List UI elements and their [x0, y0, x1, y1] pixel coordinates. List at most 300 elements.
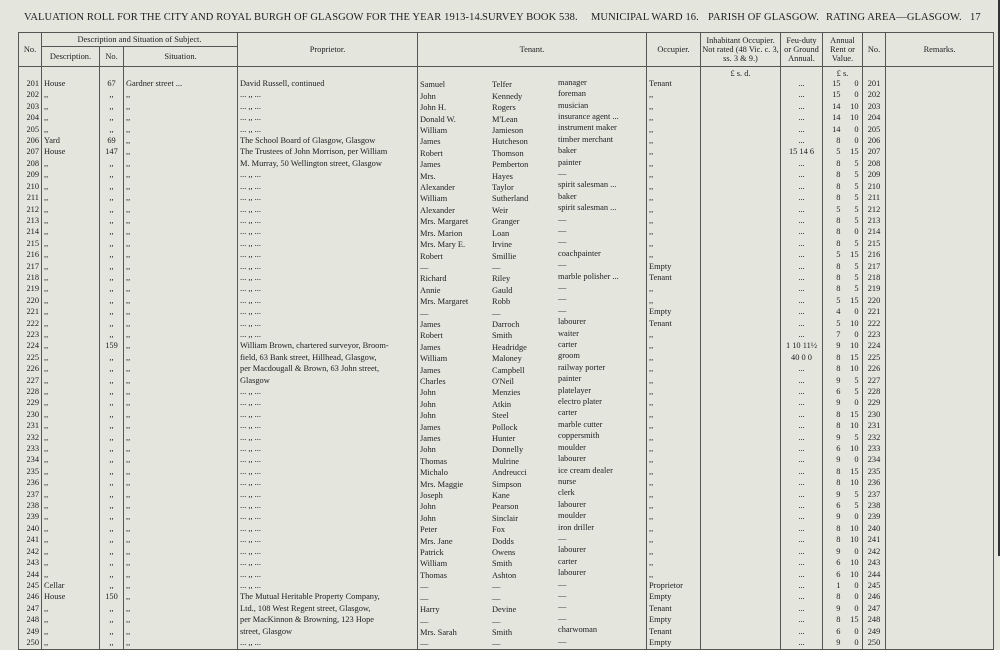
table-row	[19, 638, 994, 650]
tenant-surname: Thomson	[492, 148, 524, 158]
tenant-surname: Ashton	[492, 570, 517, 580]
street-number: ,,	[109, 512, 114, 522]
entry-number-right: 218	[867, 272, 881, 282]
occupier: ,,	[649, 501, 654, 511]
feu-duty: ...	[798, 478, 805, 488]
entry-number: 240	[26, 523, 39, 533]
entry-number-right: 235	[867, 466, 881, 476]
tenant-first-name: James	[420, 434, 441, 443]
entry-number: 244	[26, 569, 39, 579]
proprietor: ... ,, ...	[240, 124, 261, 134]
rent-pounds: 5	[836, 147, 841, 157]
col-occupier: Occupier.	[647, 33, 701, 67]
entry-number-right: 207	[867, 147, 881, 157]
rent-shillings: 10	[850, 318, 859, 328]
tenant-occupation: waiter	[558, 329, 579, 338]
tenant-surname: Sutherland	[492, 194, 529, 204]
table-row	[19, 341, 994, 352]
tenant-first-name: James	[420, 342, 441, 352]
tenant-first-name: Patrick	[420, 548, 444, 558]
subject-description: ,,	[44, 193, 49, 203]
proprietor: David Russell, continued	[240, 79, 325, 89]
proprietor: ... ,, ...	[240, 227, 261, 237]
subject-description: ,,	[44, 181, 49, 191]
roll-title: VALUATION ROLL FOR THE CITY AND ROYAL BURGH OF GLASGOW FOR THE YEAR 1913-14.	[24, 12, 483, 23]
rent-shillings: 5	[854, 170, 859, 180]
table-row	[19, 352, 994, 363]
situation: ,,	[126, 387, 131, 397]
occupier: Empty	[649, 592, 672, 602]
proprietor: ... ,, ...	[240, 284, 261, 294]
subject-description: ,,	[44, 329, 49, 339]
tenant-first-name: Mrs. Maggie	[420, 479, 464, 489]
rent-shillings: 10	[850, 558, 859, 568]
tenant-occupation: foreman	[558, 90, 586, 99]
tenant-surname: M'Lean	[492, 114, 518, 124]
rent-pounds: 4	[836, 307, 841, 317]
proprietor: ... ,, ...	[240, 250, 261, 260]
entry-number-right: 237	[867, 489, 881, 499]
proprietor: ... ,, ...	[240, 387, 261, 397]
tenant-surname: Loan	[492, 228, 510, 238]
subject-description: ,,	[44, 90, 49, 100]
entry-number: 242	[26, 546, 39, 556]
occupier: ,,	[649, 101, 654, 111]
rent-shillings: 0	[854, 626, 859, 636]
rent-shillings: 15	[850, 250, 859, 260]
tenant-first-name: Charles	[420, 376, 446, 386]
table-row	[19, 159, 994, 170]
entry-number-right: 229	[867, 398, 881, 408]
street-number: ,,	[109, 295, 114, 305]
tenant-occupation: labourer	[558, 546, 586, 555]
street-number: ,,	[109, 158, 114, 168]
street-number: ,,	[109, 569, 114, 579]
feu-duty: ...	[798, 603, 805, 613]
street-number: ,,	[109, 580, 114, 590]
tenant-occupation: —	[558, 614, 567, 623]
rent-shillings: 0	[854, 90, 859, 100]
feu-duty: ...	[798, 592, 805, 602]
tenant-first-name: Samuel	[420, 80, 446, 90]
entry-number-right: 225	[867, 352, 881, 362]
entry-number: 248	[26, 615, 39, 625]
entry-number: 202	[26, 90, 39, 100]
currency-row	[19, 67, 994, 79]
table-row	[19, 364, 994, 375]
subject-description: ,,	[44, 318, 49, 328]
proprietor: ... ,, ...	[240, 113, 261, 123]
rent-shillings: 0	[854, 398, 859, 408]
tenant-occupation: —	[558, 284, 567, 293]
occupier: ,,	[649, 546, 654, 556]
occupier: ,,	[649, 181, 654, 191]
rent-pounds: 8	[836, 261, 841, 271]
feu-currency: £ s. d.	[701, 67, 781, 79]
entry-number-right: 206	[867, 136, 881, 146]
entry-number: 220	[26, 295, 39, 305]
tenant-first-name: John	[420, 513, 436, 523]
entry-number: 201	[26, 79, 39, 89]
situation: ,,	[126, 204, 131, 214]
tenant-surname: Kennedy	[492, 91, 523, 101]
rent-pounds: 5	[836, 204, 841, 214]
tenant-occupation: marble cutter	[558, 420, 603, 429]
feu-duty: ...	[798, 387, 805, 397]
tenant-first-name: Mrs. Margaret	[420, 297, 469, 307]
feu-duty: ...	[798, 364, 805, 374]
proprietor: per Macdougall & Brown, 63 John street,	[240, 364, 380, 374]
rent-shillings: 5	[854, 158, 859, 168]
occupier: Tenant	[649, 79, 672, 89]
occupier: Tenant	[649, 272, 672, 282]
proprietor: ... ,, ...	[240, 90, 261, 100]
rent-pounds: 8	[836, 284, 841, 294]
entry-number-right: 233	[867, 444, 881, 454]
tenant-occupation: labourer	[558, 569, 586, 578]
rent-shillings: 0	[854, 455, 859, 465]
rent-pounds: 8	[836, 352, 841, 362]
tenant-surname: Menzies	[492, 388, 521, 398]
entry-number-right: 224	[867, 341, 881, 351]
table-row	[19, 432, 994, 443]
tenant-occupation: clerk	[558, 489, 575, 498]
table-row	[19, 626, 994, 637]
rent-shillings: 0	[854, 546, 859, 556]
rent-shillings: 0	[854, 124, 859, 134]
col-annual-rent: Annual Rent or Value.	[823, 33, 863, 67]
subject-description: ,,	[44, 546, 49, 556]
tenant-first-name: Mrs. Marion	[420, 228, 463, 238]
proprietor: ... ,, ...	[240, 478, 261, 488]
rent-shillings: 5	[854, 181, 859, 191]
rent-pounds: 9	[836, 455, 841, 465]
tenant-surname: Sinclair	[492, 513, 519, 523]
tenant-surname: Dodds	[492, 536, 514, 546]
feu-duty: ...	[798, 398, 805, 408]
table-row	[19, 170, 994, 181]
occupier: Empty	[649, 615, 672, 625]
rent-shillings: 10	[850, 523, 859, 533]
table-row	[19, 284, 994, 295]
situation: ,,	[126, 318, 131, 328]
valuation-table	[18, 32, 994, 650]
table-row	[19, 398, 994, 409]
tenant-first-name: Mrs.	[420, 171, 436, 181]
proprietor: Glasgow	[240, 375, 270, 385]
entry-number: 241	[26, 535, 39, 545]
table-row	[19, 409, 994, 420]
tenant-occupation: painter	[558, 375, 582, 384]
proprietor: ... ,, ...	[240, 272, 261, 282]
entry-number: 214	[26, 227, 39, 237]
street-number: ,,	[109, 558, 114, 568]
street-number: ,,	[109, 455, 114, 465]
occupier: ,,	[649, 124, 654, 134]
proprietor: ... ,, ...	[240, 215, 261, 225]
table-row	[19, 295, 994, 306]
table-row	[19, 535, 994, 546]
tenant-first-name: Mrs. Mary E.	[420, 240, 466, 250]
street-number: ,,	[109, 409, 114, 419]
rent-shillings: 10	[850, 421, 859, 431]
tenant-first-name: William	[420, 194, 448, 204]
rent-pounds: 6	[836, 444, 841, 454]
entry-number-right: 239	[867, 512, 881, 522]
tenant-first-name: —	[420, 593, 429, 603]
entry-number: 224	[26, 341, 39, 351]
entry-number: 239	[26, 512, 39, 522]
street-number: ,,	[109, 113, 114, 123]
entry-number: 217	[26, 261, 39, 271]
subject-description: Cellar	[44, 580, 65, 590]
situation: ,,	[126, 352, 131, 362]
occupier: Tenant	[649, 626, 672, 636]
subject-description: House	[44, 592, 66, 602]
tenant-surname: Smith	[492, 331, 513, 341]
rent-shillings: 5	[854, 215, 859, 225]
tenant-occupation: painter	[558, 158, 582, 167]
table-row	[19, 318, 994, 329]
occupier: ,,	[649, 284, 654, 294]
proprietor: ... ,, ...	[240, 523, 261, 533]
situation: ,,	[126, 101, 131, 111]
entry-number-right: 236	[867, 478, 881, 488]
situation: ,,	[126, 124, 131, 134]
tenant-occupation: —	[558, 603, 567, 612]
rent-pounds: 8	[836, 136, 841, 146]
rent-shillings: 15	[850, 295, 859, 305]
subject-description: ,,	[44, 409, 49, 419]
subject-description: ,,	[44, 101, 49, 111]
tenant-surname: Campbell	[492, 365, 525, 375]
occupier: ,,	[649, 295, 654, 305]
tenant-first-name: Robert	[420, 251, 443, 261]
occupier: ,,	[649, 341, 654, 351]
street-number: ,,	[109, 626, 114, 636]
tenant-occupation: coachpainter	[558, 249, 601, 258]
entry-number-right: 204	[867, 113, 881, 123]
rent-pounds: 7	[836, 329, 841, 339]
rent-shillings: 0	[854, 512, 859, 522]
entry-number: 219	[26, 284, 39, 294]
tenant-occupation: groom	[558, 352, 580, 361]
entry-number: 232	[26, 432, 39, 442]
tenant-surname: Rogers	[492, 103, 516, 113]
tenant-occupation: —	[558, 226, 567, 235]
rent-pounds: 8	[836, 227, 841, 237]
street-number: ,,	[109, 215, 114, 225]
tenant-surname: Taylor	[492, 183, 514, 193]
entry-number: 223	[26, 329, 39, 339]
proprietor: M. Murray, 50 Wellington street, Glasgow	[240, 158, 382, 168]
entry-number: 215	[26, 238, 39, 248]
feu-duty: ...	[798, 432, 805, 442]
rent-shillings: 10	[850, 364, 859, 374]
occupier: ,,	[649, 227, 654, 237]
entry-number: 230	[26, 409, 39, 419]
tenant-occupation: timber merchant	[558, 135, 614, 144]
rent-shillings: 5	[854, 284, 859, 294]
street-number: ,,	[109, 615, 114, 625]
feu-duty: ...	[798, 307, 805, 317]
occupier: Empty	[649, 261, 672, 271]
rent-shillings: 0	[854, 307, 859, 317]
rent-pounds: 8	[836, 364, 841, 374]
table-row	[19, 489, 994, 500]
col-description-group: Description and Situation of Subject.	[42, 33, 238, 47]
tenant-occupation: iron driller	[558, 523, 595, 532]
occupier: ,,	[649, 147, 654, 157]
feu-duty: ...	[798, 512, 805, 522]
subject-description: ,,	[44, 444, 49, 454]
entry-number: 209	[26, 170, 39, 180]
proprietor: ... ,, ...	[240, 204, 261, 214]
rent-shillings: 15	[850, 352, 859, 362]
tenant-first-name: —	[420, 639, 429, 649]
situation: ,,	[126, 193, 131, 203]
annual-currency: £ s.	[823, 67, 863, 79]
rent-shillings: 15	[850, 615, 859, 625]
rent-pounds: 6	[836, 626, 841, 636]
entry-number: 216	[26, 250, 39, 260]
entry-number-right: 219	[867, 284, 881, 294]
tenant-occupation: instrument maker	[558, 124, 617, 133]
occupier: ,,	[649, 250, 654, 260]
street-number: ,,	[109, 421, 114, 431]
entry-number: 245	[26, 580, 39, 590]
rent-shillings: 0	[854, 592, 859, 602]
entry-number: 235	[26, 466, 39, 476]
feu-duty: ...	[798, 238, 805, 248]
situation: ,,	[126, 478, 131, 488]
street-number: ,,	[109, 432, 114, 442]
situation: ,,	[126, 181, 131, 191]
proprietor: ... ,, ...	[240, 238, 261, 248]
entry-number-right: 241	[867, 535, 881, 545]
subject-description: ,,	[44, 238, 49, 248]
subject-description: House	[44, 147, 66, 157]
tenant-occupation: baker	[558, 147, 577, 156]
occupier: ,,	[649, 204, 654, 214]
tenant-first-name: Richard	[420, 274, 447, 284]
table-row	[19, 147, 994, 158]
tenant-surname: Weir	[492, 205, 509, 215]
tenant-first-name: Michalo	[420, 468, 448, 478]
feu-duty: ...	[798, 250, 805, 260]
tenant-occupation: labourer	[558, 455, 586, 464]
table-row	[19, 273, 994, 284]
subject-description: ,,	[44, 523, 49, 533]
occupier: ,,	[649, 364, 654, 374]
rent-pounds: 9	[836, 603, 841, 613]
feu-duty: ...	[798, 569, 805, 579]
situation: ,,	[126, 603, 131, 613]
rent-shillings: 10	[850, 444, 859, 454]
tenant-occupation: railway porter	[558, 363, 606, 372]
subject-description: ,,	[44, 307, 49, 317]
tenant-occupation: —	[558, 591, 567, 600]
situation: ,,	[126, 147, 131, 157]
tenant-first-name: James	[420, 137, 441, 147]
tenant-occupation: —	[558, 238, 567, 247]
proprietor: ... ,, ...	[240, 181, 261, 191]
proprietor: William Brown, chartered surveyor, Broom-	[240, 341, 389, 351]
rent-shillings: 5	[854, 193, 859, 203]
situation: ,,	[126, 501, 131, 511]
situation: ,,	[126, 580, 131, 590]
entry-number: 234	[26, 455, 39, 465]
occupier: ,,	[649, 170, 654, 180]
rent-pounds: 6	[836, 569, 841, 579]
survey-book: SURVEY BOOK 538.	[482, 12, 578, 23]
proprietor: street, Glasgow	[240, 626, 293, 636]
street-number: ,,	[109, 101, 114, 111]
subject-description: ,,	[44, 375, 49, 385]
proprietor: ... ,, ...	[240, 569, 261, 579]
situation: ,,	[126, 523, 131, 533]
feu-duty: ...	[798, 181, 805, 191]
entry-number: 237	[26, 489, 39, 499]
rent-shillings: 0	[854, 79, 859, 89]
feu-duty: 15 14 6	[788, 147, 815, 157]
tenant-surname: Devine	[492, 605, 517, 615]
subject-description: ,,	[44, 637, 49, 647]
proprietor: ... ,, ...	[240, 466, 261, 476]
col-remarks: Remarks.	[886, 33, 994, 67]
entry-number: 222	[26, 318, 39, 328]
tenant-surname: Darroch	[492, 319, 520, 329]
subject-description: ,,	[44, 558, 49, 568]
tenant-first-name: William	[420, 126, 448, 136]
entry-number-right: 201	[867, 79, 881, 89]
table-row	[19, 307, 994, 318]
subject-description: Yard	[44, 136, 60, 146]
entry-number: 207	[26, 147, 39, 157]
tenant-first-name: —	[420, 616, 429, 626]
tenant-occupation: coppersmith	[558, 432, 600, 441]
proprietor: ... ,, ...	[240, 295, 261, 305]
col-inhabitant-occupier: Inhabitant Occupier. Not rated (48 Vic. c. 3, ss. 3 & 9.)	[701, 33, 781, 67]
entry-number-right: 217	[867, 261, 881, 271]
subject-description: ,,	[44, 341, 49, 351]
rent-pounds: 8	[836, 181, 841, 191]
tenant-first-name: John	[420, 445, 436, 455]
situation: ,,	[126, 626, 131, 636]
proprietor: ... ,, ...	[240, 444, 261, 454]
proprietor: The School Board of Glasgow, Glasgow	[240, 136, 376, 146]
tenant-occupation: electro plater	[558, 398, 602, 407]
subject-description: ,,	[44, 170, 49, 180]
situation: Gardner street ...	[126, 79, 183, 89]
rent-pounds: 8	[836, 615, 841, 625]
street-number: ,,	[109, 364, 114, 374]
tenant-first-name: John	[420, 399, 436, 409]
tenant-first-name: Thomas	[420, 456, 447, 466]
situation: ,,	[126, 136, 131, 146]
tenant-first-name: James	[420, 422, 441, 432]
rent-shillings: 5	[854, 238, 859, 248]
tenant-surname: Telfer	[492, 80, 512, 90]
situation: ,,	[126, 90, 131, 100]
entry-number-right: 220	[867, 295, 881, 305]
table-row	[19, 227, 994, 238]
occupier: ,,	[649, 329, 654, 339]
rent-pounds: 8	[836, 421, 841, 431]
occupier: ,,	[649, 444, 654, 454]
subject-description: ,,	[44, 478, 49, 488]
rent-shillings: 15	[850, 466, 859, 476]
